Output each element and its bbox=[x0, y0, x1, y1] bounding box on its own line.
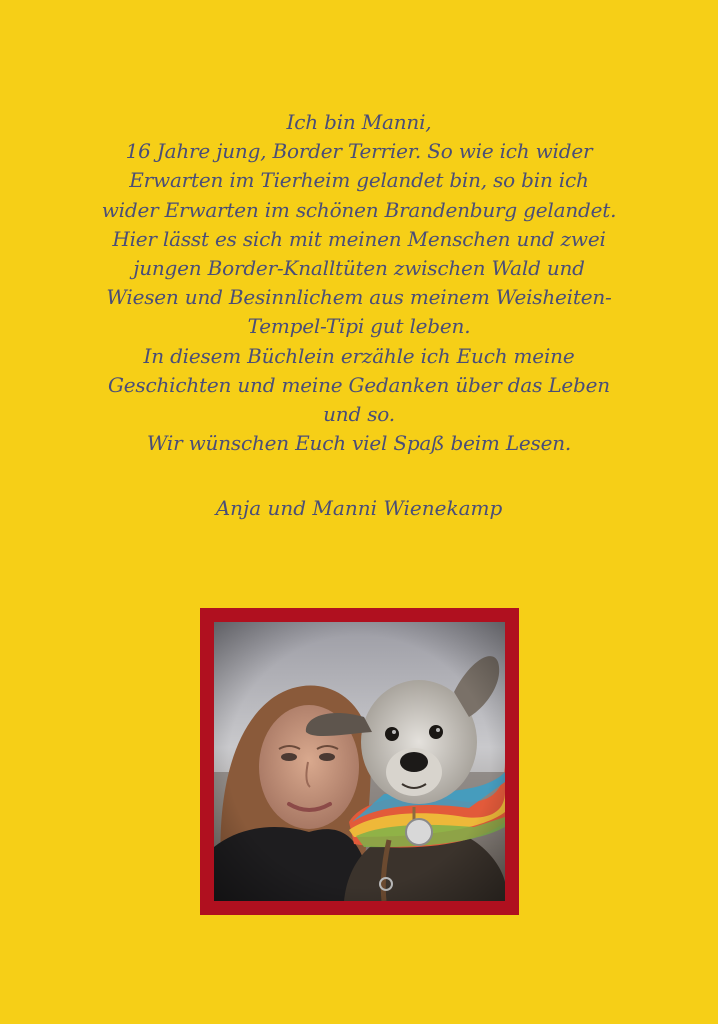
blurb-line: 16 Jahre jung, Border Terrier. So wie ich wider bbox=[125, 139, 593, 164]
blurb-line: Erwarten im Tierheim gelandet bin, so bin ich bbox=[129, 168, 589, 193]
author-dog-photo bbox=[214, 622, 505, 901]
blurb-line: In diesem Büchlein erzähle ich Euch meine bbox=[143, 343, 575, 368]
photo-frame bbox=[200, 608, 519, 915]
blurb-line: Geschichten und meine Gedanken über das Leben bbox=[108, 372, 610, 397]
blurb-line: Hier lässt es sich mit meinen Menschen und zwei bbox=[112, 226, 606, 251]
blurb-line: Wiesen und Besinnlichem aus meinem Weisheiten- bbox=[106, 285, 612, 310]
blurb-text bbox=[60, 108, 658, 458]
blurb-line: Ich bin Manni, bbox=[286, 110, 432, 134]
blurb-line: jungen Border-Knalltüten zwischen Wald und bbox=[133, 256, 585, 281]
author-signature: Anja und Manni Wienekamp bbox=[215, 496, 503, 520]
blurb-line: Tempel-Tipi gut leben. bbox=[247, 314, 471, 339]
blurb-line: Wir wünschen Euch viel Spaß beim Lesen. bbox=[146, 431, 572, 456]
blurb-line: wider Erwarten im schönen Brandenburg gelandet. bbox=[101, 197, 617, 222]
blurb-line: und so. bbox=[323, 402, 395, 427]
